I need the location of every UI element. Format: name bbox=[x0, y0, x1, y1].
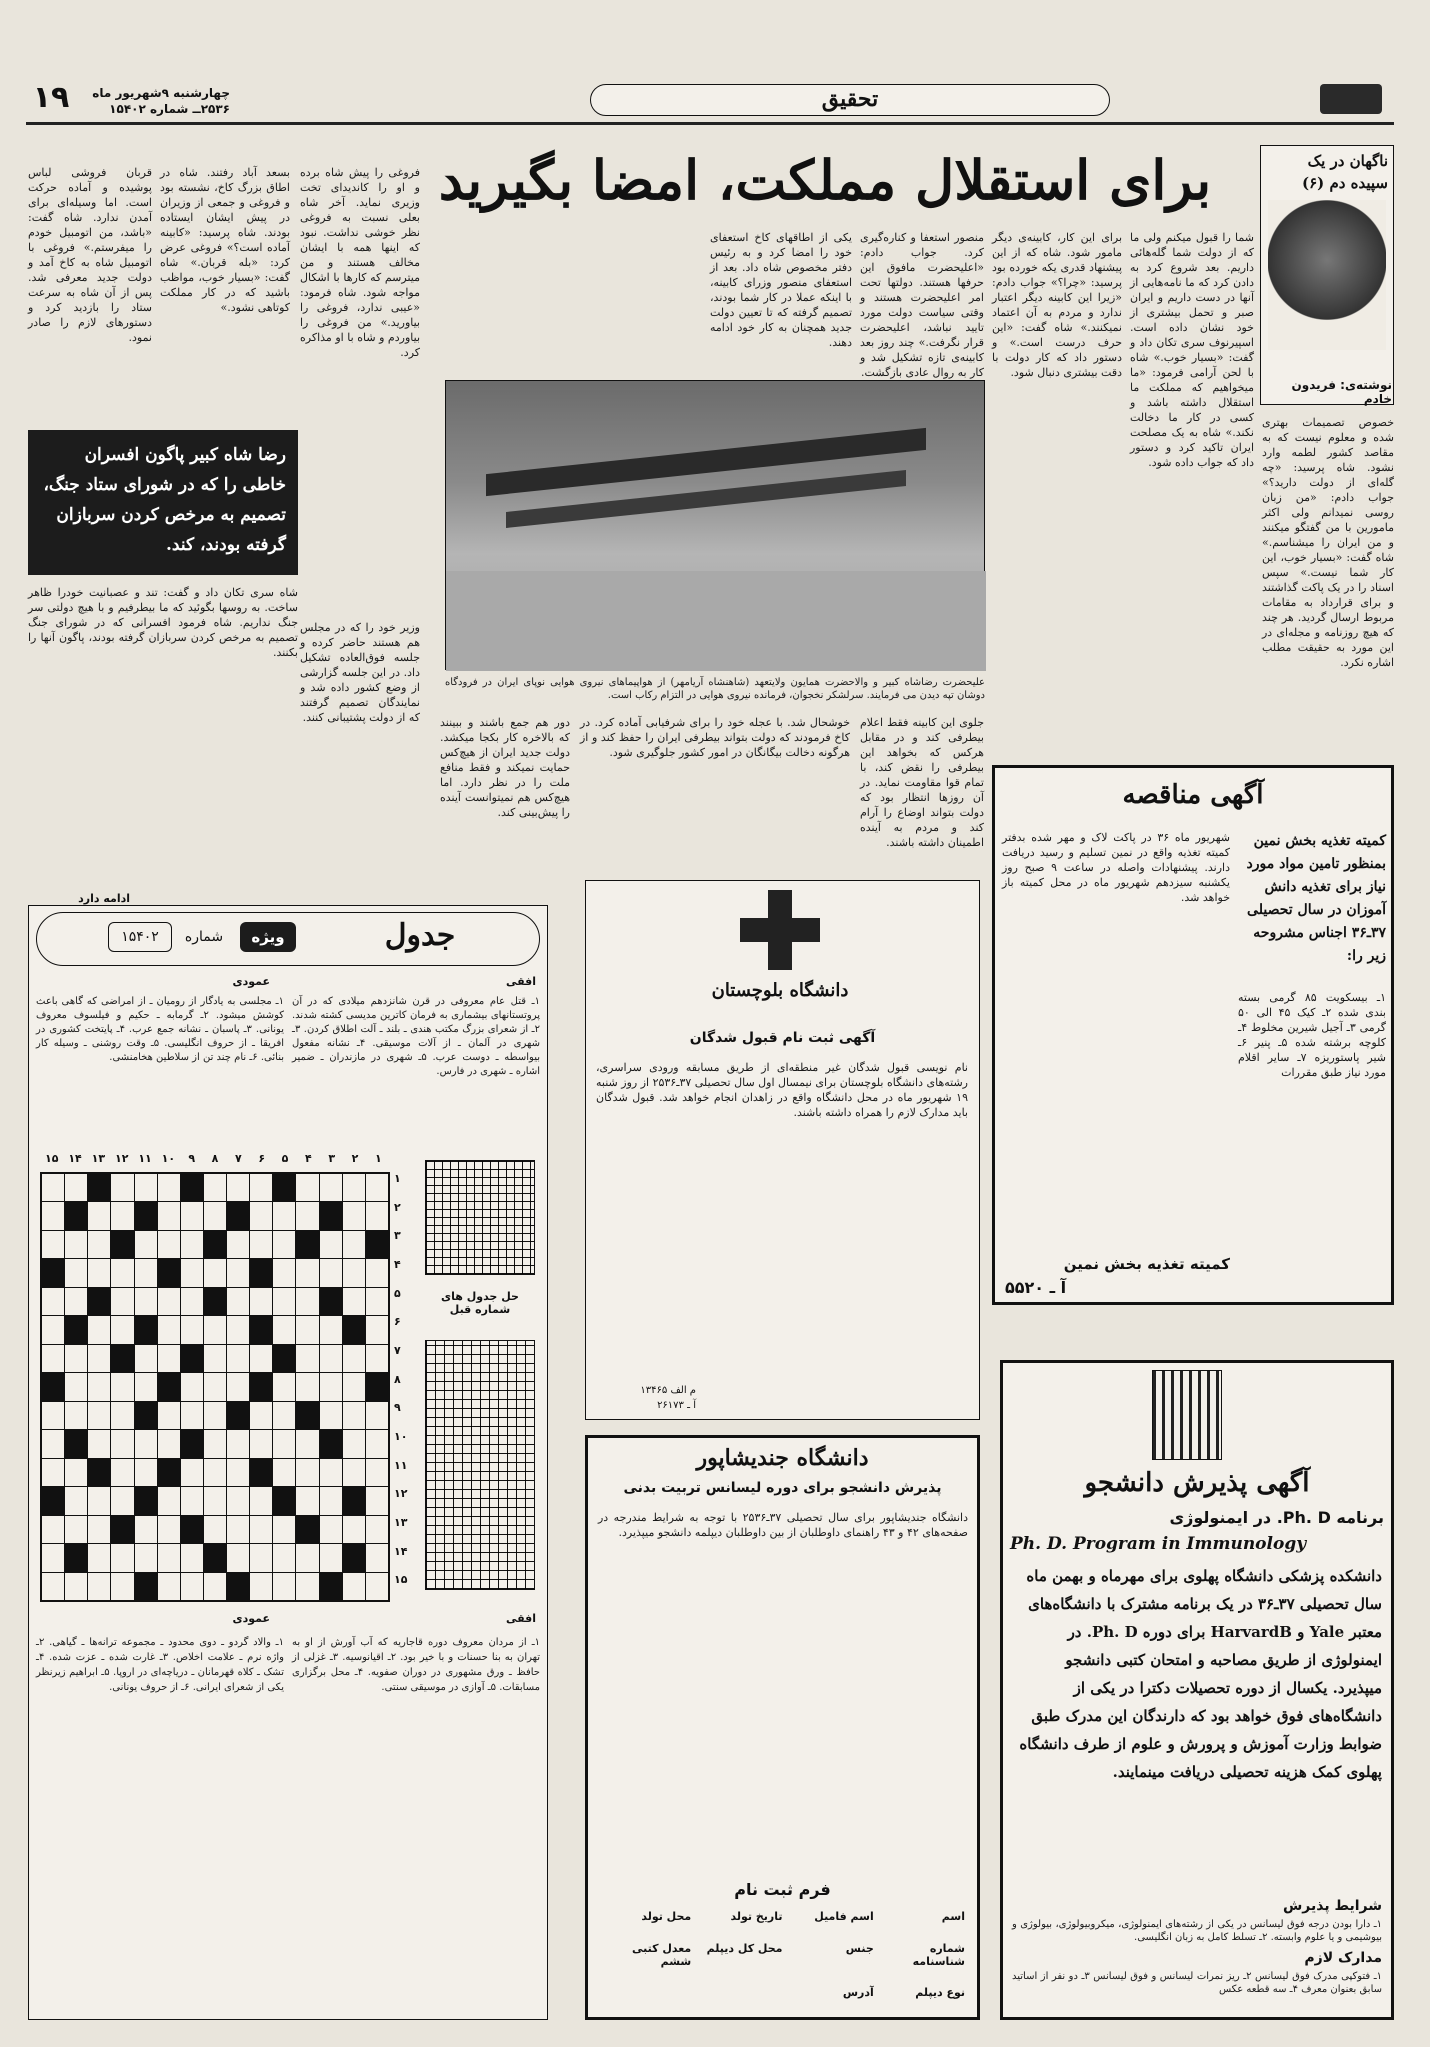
gundishapur-title: دانشگاه جندیشاپور bbox=[696, 1445, 869, 1471]
body-col-1: خصوص تصمیمات بهتری شده و معلوم نیست که به مقاصد کشور لطمه وارد نشود. شاه پرسید: «چه گله‌ای از دولت دارید؟» جواب دادم: «من زبان روسی نمیدانم ولی اکثر مامورین با من گفتگو میکنند و من ایران را میشناسم.» شاه گفت: «بسیار خوب، این کار شما نیست.» سپس اسناد را در یک پاکت گذاشتند و برای قرارداد به مقامات مربوط ارسال گردید. هر چند که هیچ روزنامه و مجله‌ای در این مورد به حقیقت مطلب اشاره نکرد. bbox=[1262, 416, 1394, 669]
form-label[interactable]: محل کل دیپلم bbox=[706, 1941, 783, 1955]
grid-number: ۷ bbox=[394, 1344, 401, 1358]
phd-docs-title: مدارک لازم bbox=[1304, 1950, 1382, 1966]
grid-number: ۳ bbox=[328, 1152, 336, 1165]
grid-number: ۹ bbox=[394, 1401, 401, 1415]
page-number: ۱۹ bbox=[32, 80, 70, 115]
form-title: فرم ثبت نام bbox=[734, 1880, 831, 1899]
grid-number: ۴ bbox=[304, 1152, 312, 1165]
body-col-4: منصور استعفا و کناره‌گیری کرد. جواب دادم: «اعلیحضرت مافوق این حرفها هستند. دولتها تحت امر اعلیحضرت هستند و وقتی سیاست دولت مورد تایید نباشد، اعلیحضرت قرار نگرفت.» چند روز بعد کابینه‌ی تازه تشکیل شد و کار به روال عادی بازگشت. bbox=[860, 231, 984, 379]
grid-number: ۸ bbox=[211, 1152, 219, 1165]
form-label[interactable]: آدرس bbox=[842, 1986, 874, 2000]
body-lower-2: خوشحال شد. با عجله خود را برای شرفیابی آماده کرد. در کاخ فرمودند که دولت بتواند بیطرفی ایران را حفظ کند و از هرگونه دخالت بیگانگان در امور کشور جلوگیری شود. bbox=[580, 716, 850, 759]
body-lower-5: شاه سری تکان داد و گفت: تند و عصبانیت خودرا ظاهر ساخت. به روسها بگوئید که ما بیطرفیم و با هیچ دولتی سر جنگ نداریم. شاه فرمود افسرانی که در شورای جنگ تصمیم به مرخص کردن سربازان گرفته بودند، پاگون آنها را بکنند. bbox=[28, 586, 298, 659]
grid-number: ۳ bbox=[394, 1229, 401, 1243]
grid-number: ۱ bbox=[374, 1152, 382, 1165]
section-title: تحقیق bbox=[821, 86, 879, 112]
lower-vertical-clues: ۱ـ والاد گردو ـ دوی محدود ـ مجموعه ترانه‌ها ـ گیاهی. ۲ـ واژه نرم ـ علامت اخلاص. ۳ـ غارت شده ـ عزت شده. ۴ـ تشک ـ کلاه قهرمانان ـ دریاچه‌ای در اروپا. ۵ـ ابراهیم زیرنظر یکی از شعرای ایرانی. ۶ـ از حروف یونانی. bbox=[36, 1637, 285, 1693]
form-label[interactable]: تاریخ تولد bbox=[730, 1910, 783, 1923]
baluch-title: آگهی ثبت نام قبول شدگان bbox=[689, 1030, 876, 1046]
grid-number: ۹ bbox=[188, 1152, 196, 1165]
body-lower-1: جلوی این کابینه فقط اعلام بیطرفی کند و در مقابل هرکس که بخواهد این بیطرفی را نقض کند، با تمام قوا مقاومت نماید. در آن روزها انتظار بود که دولت بتواند اوضاع را آرام کند و مردم به آینده اطمینان داشته باشند. bbox=[860, 716, 984, 849]
tender-title: آگهی مناقصه bbox=[1122, 780, 1264, 810]
phd-logo-icon bbox=[1152, 1370, 1222, 1460]
grid-number: ۶ bbox=[258, 1152, 266, 1165]
body-col-5: یکی از اطاقهای کاخ استعفای خود را امضا کرد و به رئیس دفتر مخصوص شاه داد. بعد از استعفای منصور وزرای کابینه، با اینکه عملا در کار شما بودند، تصمیم گرفته که تا تعیین دولت جدید همچنان به کار خود ادامه دهند. bbox=[710, 231, 852, 349]
grid-number: ۱۳ bbox=[91, 1152, 106, 1165]
grid-row-numbers bbox=[394, 1172, 412, 1602]
grid-number: ۱۱ bbox=[394, 1458, 408, 1472]
phd-conditions-title: شرایط پذیرش bbox=[1282, 1898, 1382, 1914]
form-label[interactable]: نوع دیپلم bbox=[915, 1986, 965, 2000]
horizontal-clues: ۱ـ قتل عام معروفی در قرن شانزدهم میلادی که در آن پروتستانهای بیشماری به فرمان کاترین مدیسی کشته شدند. ۲ـ از شعرای بزرگ مکتب هندی ـ بلند ـ آلت اطلاق کردن. ۳ـ شهری در آلمان ـ از آلات موسیقی. ۴ـ نشانه مفعول بیواسطه ـ دوست عرب. ۵ـ شهری در مازندران ـ ضمیر اشاره ـ شهری در فارس. bbox=[292, 996, 540, 1077]
vertical-label: عمودی bbox=[232, 975, 270, 988]
grid-col-numbers bbox=[40, 1152, 390, 1170]
grid-number: ۱۰ bbox=[161, 1152, 176, 1165]
grid-number: ۱۰ bbox=[394, 1430, 408, 1444]
grid-number: ۵ bbox=[281, 1152, 289, 1165]
body-col-3: برای این کار، کابینه‌ی دیگر مامور شود. شاه که از این پیشنهاد قدری یکه خورده بود پرسید: «چرا؟» جواب دادم: «زیرا این کابینه دیگر اعتبار ندارد و مردم به آن اعتماد نمیکنند.» شاه گفت: «این حرف درست است.» و دستور داد که کار دولت با دقت بیشتری دنبال شود. bbox=[992, 231, 1122, 379]
body-lower-4: وزیر خود را که در مجلس هم هستند حاضر کرده و جلسه فوق‌العاده تشکیل داد. در این جلسه گزارشی از وضع کشور داده شد و نمایندگان تصمیم گرفتند که از دولت پشتیبانی کنند. bbox=[300, 621, 420, 724]
prev-solution-bottom bbox=[425, 1340, 535, 1590]
form-label[interactable]: محل تولد bbox=[641, 1910, 692, 1923]
vertical-clues: ۱ـ مجلسی به یادگار از رومیان ـ از امراضی که گاهی باعث کوشش میشود. ۲ـ گرمابه ـ حکیم و فیلسوف معروف یونانی. ۳ـ پاسبان ـ نشانه جمع عرب. ۴ـ پایتخت کشوری در افریقا ـ از حروف انگلیسی. ۵ـ وقت روشنی ـ وسیله کار بنائی. ۶ـ نام چند تن از سلاطین هخامنشی. bbox=[36, 996, 284, 1063]
lower-horizontal-clues: ۱ـ از مردان معروف دوره قاجاریه که آب آورش از او به تهران به بنا حسنات و با خیر بود. ۲ـ اقیانوسیه. ۳ـ غزلی از حافظ ـ ورق مشهوری در دوران صفویه. ۴ـ محل برگزاری مسابقات. ۵ـ آوازی در موسیقی سنتی. bbox=[292, 1637, 541, 1693]
crossword-title: جدول bbox=[384, 918, 456, 953]
prev-solution-label: حل جدول های شماره قبل bbox=[441, 1290, 519, 1316]
gundishapur-body: دانشگاه جندیشاپور برای سال تحصیلی ۳۷ـ۲۵۳۶ با توجه به شرایط مندرجه در صفحه‌های ۴۲ و ۴۳ راهنمای داوطلبان از بین داوطلبان دیپلمه دانشجو میپذیرد. bbox=[598, 1511, 969, 1539]
tender-signature: کمیته تغذیه بخش نمین bbox=[1063, 1255, 1230, 1273]
issue-line: ۲۵۳۶ــ شماره ۱۵۴۰۲ bbox=[109, 102, 230, 116]
phd-docs: ۱ـ فتوکپی مدرک فوق لیسانس ۲ـ ریز نمرات لیسانس و فوق لیسانس ۳ـ دو نفر از اساتید سابق بعنوان معرف ۴ـ سه قطعه عکس bbox=[1012, 1971, 1382, 1995]
grid-number: ۲ bbox=[394, 1200, 401, 1214]
body-col-6: فروغی را پیش شاه برده و او را کاندیدای تخت وزیری نماید. آخر شاه بعلی نسبت به فروغی نظر خوشی نداشت. نبود که اینها همه با ایشان مخالف هستند و من میترسم که کارها با اشکال مواجه شود. شاه فرمود: «عیبی ندارد، فروغی را بیاورید.» من فروغی را بیاوردم و شاه با او مذاکره کرد. bbox=[300, 166, 420, 359]
column-box-author: نوشته‌ی: فریدون خادم bbox=[1291, 378, 1392, 406]
prev-solution-top bbox=[425, 1160, 535, 1275]
crossword-issue-label: شماره bbox=[184, 929, 224, 945]
form-label[interactable]: شماره شناسنامه bbox=[912, 1941, 965, 1968]
tender-code: آ ـ ۵۵۲۰ bbox=[1005, 1278, 1067, 1297]
grid-number: ۲ bbox=[351, 1152, 359, 1165]
continued-note: ادامه دارد bbox=[78, 892, 130, 905]
author-portrait bbox=[1268, 200, 1386, 350]
form-label[interactable]: معدل کتبی ششم bbox=[631, 1941, 692, 1968]
tender-conditions: شهریور ماه ۳۶ در پاکت لاک و مهر شده بدفتر کمیته تغذیه واقع در نمین تسلیم و رسید دریافت دارند. پیشنهادات واصله در ساعت ۹ صبح روز یکشنبه سیزدهم شهریور ماه در محل کمیته باز خواهد شد. bbox=[1002, 831, 1230, 904]
form-label[interactable]: جنس bbox=[845, 1941, 874, 1955]
airplanes-photo bbox=[445, 380, 985, 670]
headline: برای استقلال مملکت، امضا بگیرید bbox=[438, 148, 1212, 212]
grid-number: ۶ bbox=[394, 1315, 401, 1329]
photo-caption: علیحضرت رضاشاه کبیر و والاحضرت همایون ولایتعهد (شاهنشاه آریامهر) از هواپیماهای نیروی هوایی نوپای ایران در فرودگاه دوشان تپه دیدن می فرمایند. سرلشکر نخجوان، فرمانده نیروی هوایی در التزام رکاب است. bbox=[445, 677, 985, 701]
baluch-code-1: م الف ۱۳۴۶۵ bbox=[640, 1385, 696, 1396]
body-col-8: قربان فروشی لباس پوشیده و آماده حرکت است. اما وسیله‌ای برای آمدن ندارد. شاه گفت: «باشد، من اتومبیل خودم را میفرستم.» فروغی با اتومبیل شاه به کاخ آمد و دولت جدید معرفی شد. پس از آن شاه به سرعت ستاد را بازدید کرد و دستورهای لازم را صادر نمود. bbox=[28, 166, 152, 344]
crossword-grid[interactable] bbox=[40, 1172, 390, 1602]
tender-items: ۱ـ بیسکویت ۸۵ گرمی بسته بندی شده ۲ـ کیک ۴۵ الی ۵۰ گرمی ۳ـ آجیل شیرین مخلوط ۴ـ کلوچه برشته شده ۵ـ پنیر ۶ـ شیر پاستوریزه ۷ـ سایر اقلام مورد نیاز طبق مقررات bbox=[1238, 991, 1387, 1079]
column-box-title: ناگهان در یک سپیده دم (۶) bbox=[1301, 152, 1388, 192]
body-lower-3: دور هم جمع باشند و ببینند که بالاخره کار بکجا میکشد. دولت جدید ایران از هیچ‌کس حمایت نمیکند و فقط منافع ملت را در نظر دارد. اما هیچ‌کس هم نمیتوانست آینده را پیش‌بینی کند. bbox=[440, 716, 570, 819]
grid-number: ۱۱ bbox=[138, 1152, 152, 1165]
body-col-7: بسعد آباد رفتند. شاه در اطاق بزرگ کاخ، نشسته بود و فروغی و جمعی از وزیران در پیش ایشان ایستاده بودند. شاه پرسید: «کابینه آماده است؟» فروغی عرض کرد: «بله قربان.» شاه گفت: «بسیار خوب، مواظب باشید که در کار مملکت کوتاهی نشود.» bbox=[160, 166, 290, 314]
grid-number: ۵ bbox=[394, 1286, 401, 1300]
date-line: چهارشنبه ۹شهریور ماه bbox=[92, 86, 230, 100]
grid-number: ۱۴ bbox=[68, 1152, 82, 1165]
phd-body: دانشکده پزشکی دانشگاه پهلوی برای مهرماه و بهمن ماه سال تحصیلی ۳۷ـ۳۶ در یک برنامه مشترک با دانشگاه‌های معتبر Yale و HarvardB برای دوره Ph. D. در ایمنولوژی از طریق مصاحبه و امتحان کتبی دانشجو میپذیرد. یکسال از دوره تحصیلات دکترا در یکی از دانشگاه‌های فوق خواهد بود که دارندگان این مدرک طبق ضوابط وزارت آموزش و پرورش و علوم از طرف دانشگاه پهلوی کمک هزینه تحصیلی دریافت مینمایند. bbox=[1019, 1567, 1382, 1781]
grid-number: ۸ bbox=[394, 1372, 401, 1386]
crossword-issue-value: ۱۵۴۰۲ bbox=[108, 922, 172, 952]
baluch-code-2: آ ـ ۲۶۱۷۳ bbox=[657, 1400, 696, 1411]
lower-vertical-label: عمودی bbox=[232, 1612, 270, 1625]
phd-program-en: Ph. D. Program in Immunology bbox=[1010, 1534, 1307, 1554]
horizontal-label: افقی bbox=[505, 975, 536, 988]
gundishapur-subtitle: پذیرش دانشجو برای دوره لیسانس تربیت بدنی bbox=[623, 1480, 942, 1496]
form-label[interactable]: اسم فامیل bbox=[814, 1910, 874, 1923]
baluch-body: نام نویسی قبول شدگان غیر منطقه‌ای از طریق مسابقه ورودی سراسری، رشته‌های دانشگاه بلوچستان برای نیمسال اول سال تحصیلی ۳۷ـ۲۵۳۶ از روز شنبه ۱۹ شهریور ماه در محل دانشگاه واقع در زاهدان انجام خواهد شد. قبول شدگان باید مدارک لازم را همراه داشته باشند. bbox=[596, 1061, 968, 1119]
crossword-badge: ویژه bbox=[240, 922, 296, 952]
grid-number: ۱۵ bbox=[394, 1573, 408, 1587]
baluch-logo-text: دانشگاه بلوچستان bbox=[711, 980, 849, 1001]
lower-horizontal-label: افقی bbox=[505, 1612, 536, 1625]
grid-number: ۱۲ bbox=[115, 1152, 129, 1165]
grid-number: ۱۲ bbox=[394, 1487, 408, 1501]
body-col-2: شما را قبول میکنم ولی ما که از دولت شما گله‌هائی داریم. بعد شروع کرد به دادن کرد که ما نامه‌هایی از آنها در دست داریم و ایران صبر و تحمل بیشتری از خود نشان داده است. اسپیرنوف سری تکان داد و گفت: «بسیار خوب.» شاه با لحن آرامی فرمود: «ما میخواهیم که مملکت ما استقلال داشته باشد و کسی در کار ما دخالت نکند.» شاه به یک مصلحت ایران تاکید کرد و دستور داد که جواب داده شود. bbox=[1130, 231, 1254, 469]
form-label[interactable]: اسم bbox=[941, 1910, 965, 1923]
tender-intro: کمیته تغذیه بخش نمین بمنظور تامین مواد مورد نیاز برای تغذیه دانش آموزان در سال تحصیلی ۳۷ـ۳۶ اجناس مشروحه زیر را: bbox=[1246, 833, 1386, 964]
phd-program-fa: برنامه Ph. D. در ایمنولوژی bbox=[1169, 1508, 1384, 1527]
grid-number: ۷ bbox=[235, 1152, 242, 1165]
grid-number: ۱۴ bbox=[394, 1544, 408, 1558]
grid-number: ۱۵ bbox=[45, 1152, 59, 1165]
registration-form bbox=[600, 1910, 965, 2010]
masthead-logo bbox=[1320, 84, 1382, 114]
phd-title: آگهی پذیرش دانشجو bbox=[1084, 1468, 1310, 1498]
header-rule bbox=[26, 122, 1394, 125]
pullquote: رضا شاه کبیر پاگون افسران خاطی را که در شورای ستاد جنگ، تصمیم به مرخص کردن سربازان گرفته بودند، کند. bbox=[28, 430, 298, 575]
grid-number: ۱۳ bbox=[394, 1516, 408, 1530]
phd-conditions: ۱ـ دارا بودن درجه فوق لیسانس در یکی از رشته‌های ایمنولوژی، میکروبیولوژی، بیولوژی و بیوشیمی و یا علوم وابسته. ۲ـ تسلط کامل به زبان انگلیسی. bbox=[1012, 1919, 1382, 1943]
grid-number: ۱ bbox=[394, 1172, 401, 1185]
grid-number: ۴ bbox=[394, 1258, 401, 1272]
